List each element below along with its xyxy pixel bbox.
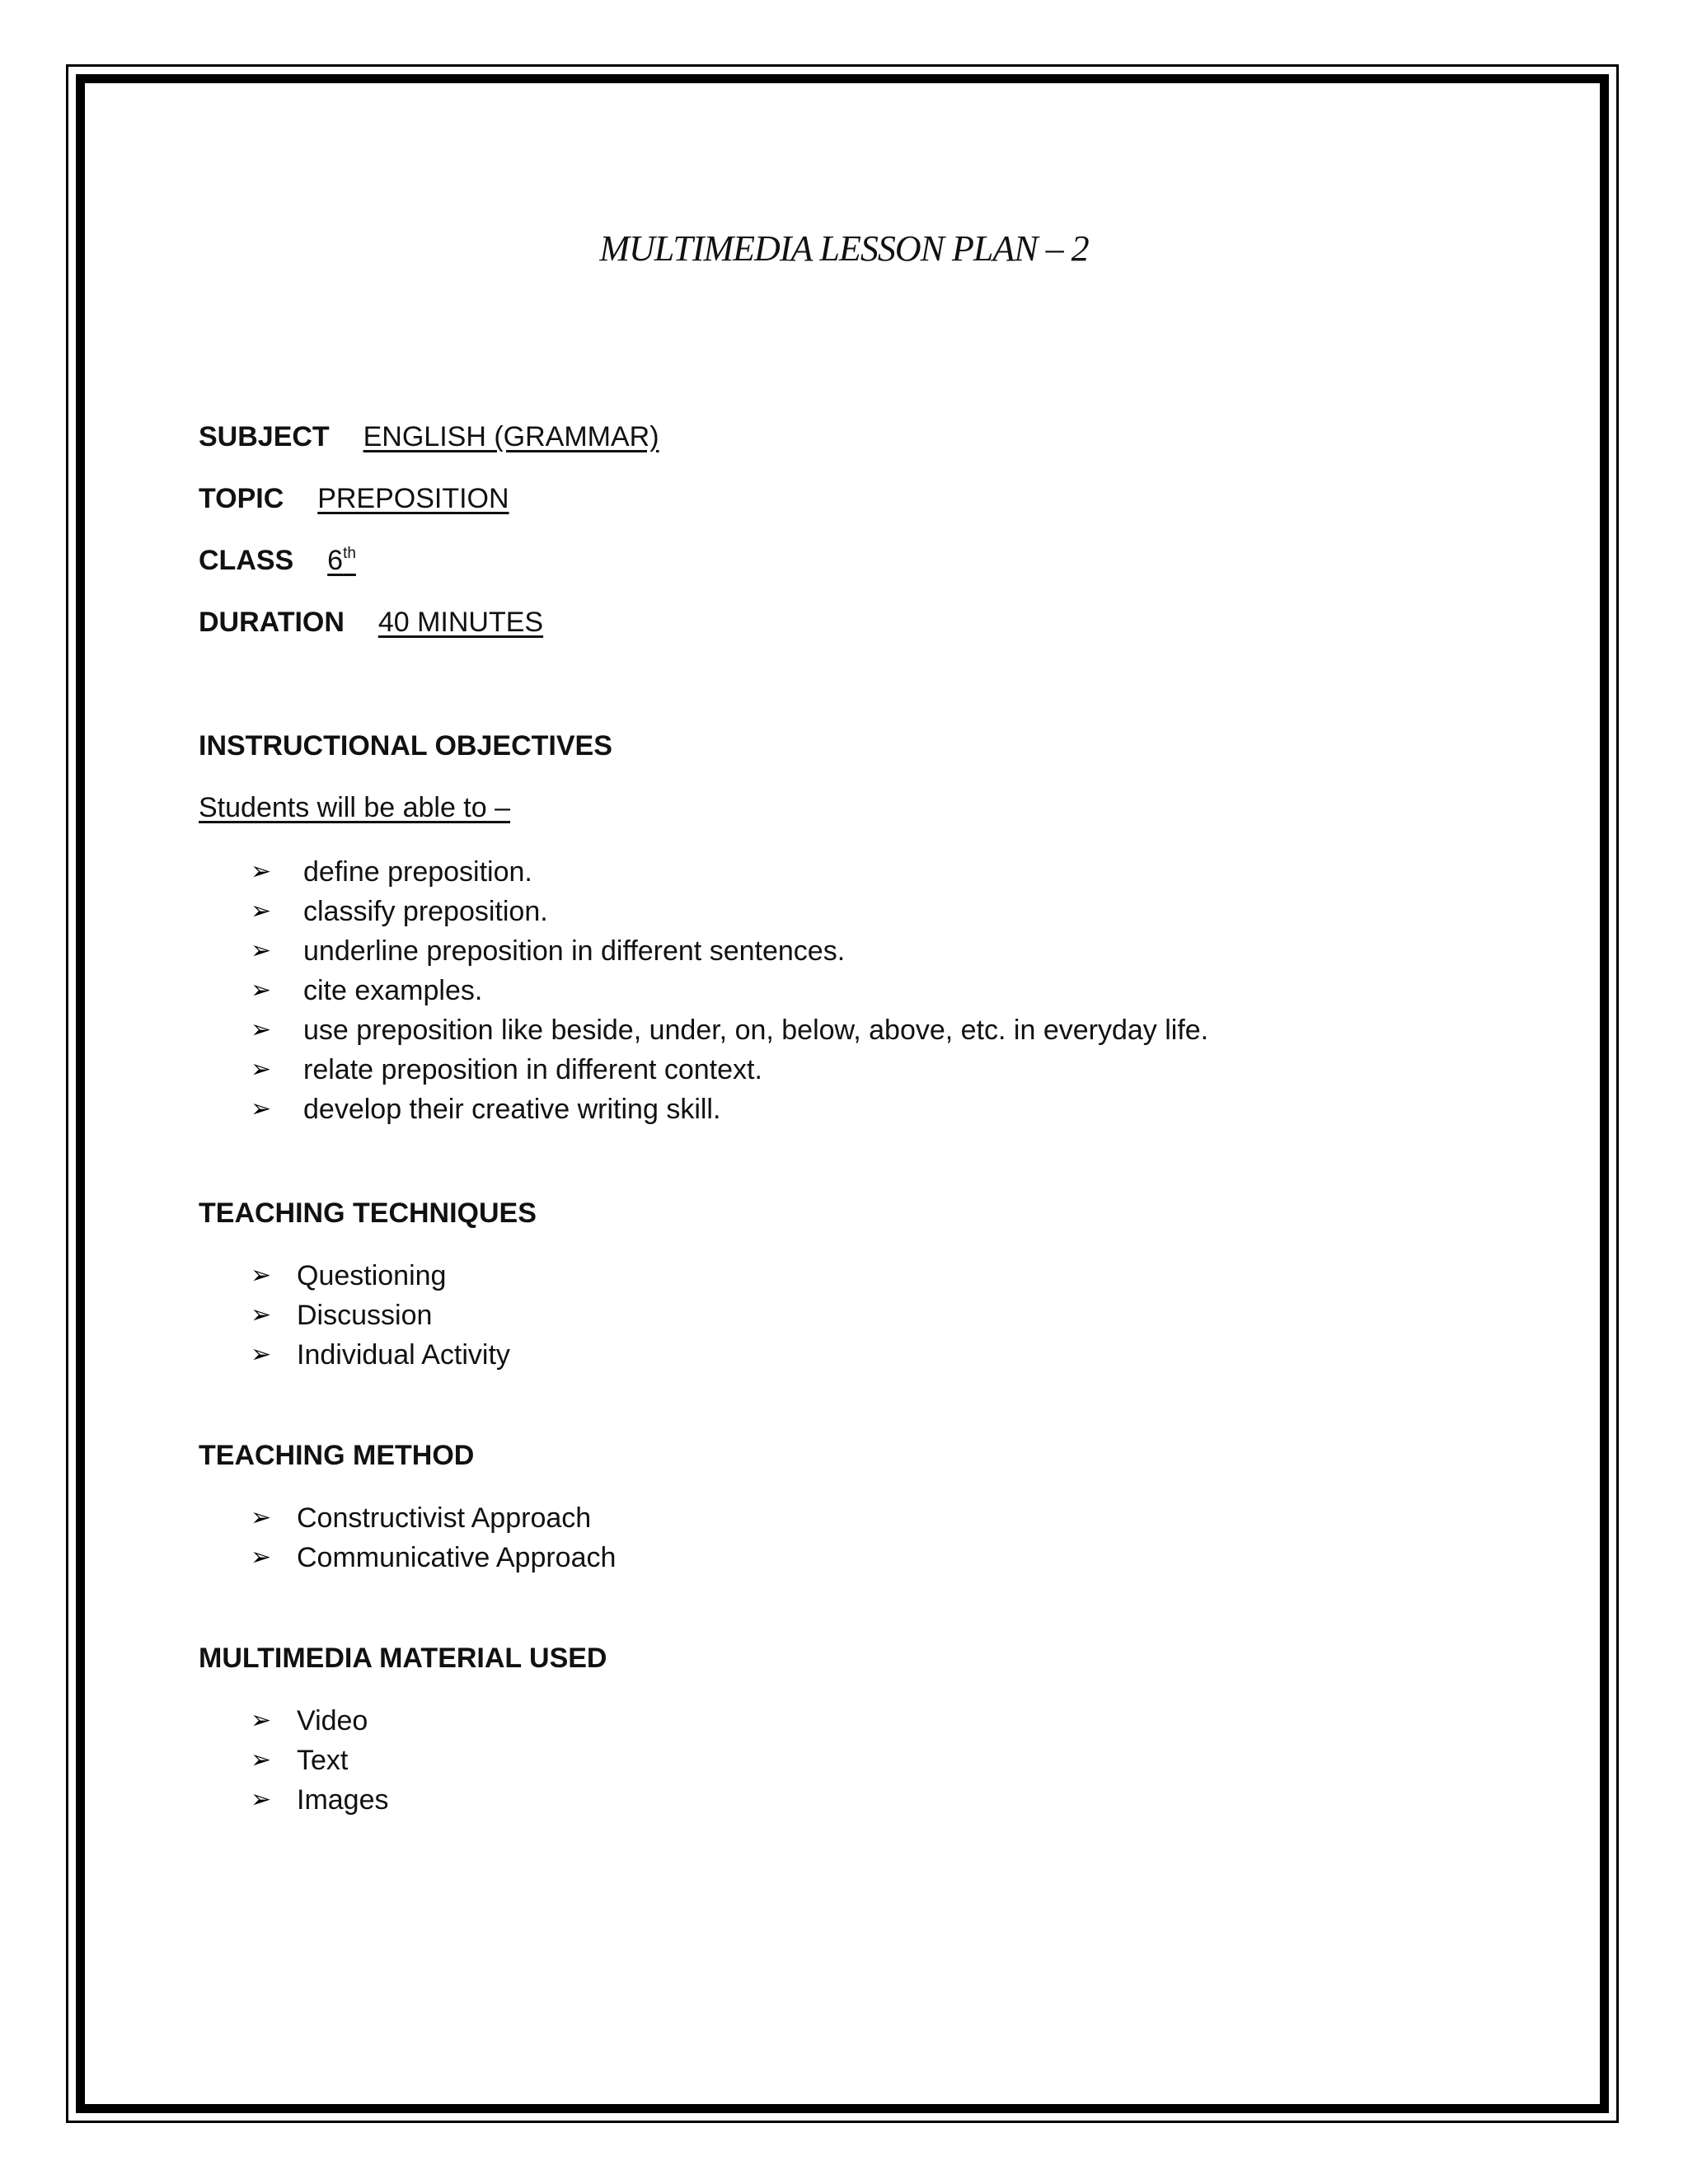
method-heading: TEACHING METHOD	[199, 1440, 475, 1471]
list-item: ➢ underline preposition in different sentences.	[251, 931, 1208, 971]
class-label: CLASS	[199, 545, 294, 576]
list-item: ➢ use preposition like beside, under, on, below, above, etc. in everyday life.	[251, 1010, 1208, 1050]
arrow-bullet-icon: ➢	[251, 1262, 272, 1289]
duration-label: DURATION	[199, 607, 345, 638]
arrow-bullet-icon: ➢	[251, 1016, 272, 1043]
list-item: ➢ classify preposition.	[251, 892, 1208, 931]
arrow-bullet-icon: ➢	[251, 1707, 272, 1734]
arrow-bullet-icon: ➢	[251, 1544, 272, 1571]
list-item: ➢ Video	[251, 1701, 389, 1741]
arrow-bullet-icon: ➢	[251, 1056, 272, 1083]
arrow-bullet-icon: ➢	[251, 1095, 272, 1122]
subject-label: SUBJECT	[199, 421, 330, 452]
arrow-bullet-icon: ➢	[251, 1786, 272, 1813]
objectives-list	[251, 852, 1208, 1129]
list-item: ➢ Text	[251, 1741, 389, 1780]
duration-row	[199, 606, 543, 639]
materials-list	[251, 1701, 389, 1820]
objectives-intro: Students will be able to –	[199, 792, 511, 823]
subject-row	[199, 420, 659, 453]
class-value	[327, 545, 356, 576]
arrow-bullet-icon: ➢	[251, 1504, 272, 1531]
topic-label: TOPIC	[199, 483, 284, 514]
list-item: ➢ Constructivist Approach	[251, 1498, 616, 1538]
subject-value: ENGLISH (GRAMMAR)	[363, 421, 659, 452]
list-item: ➢ develop their creative writing skill.	[251, 1090, 1208, 1129]
list-item: ➢ relate preposition in different context.	[251, 1050, 1208, 1090]
list-item: ➢ Communicative Approach	[251, 1538, 616, 1577]
topic-row	[199, 482, 509, 515]
duration-value: 40 MINUTES	[377, 607, 544, 638]
list-item: ➢ Questioning	[251, 1256, 510, 1296]
list-item: ➢ Discussion	[251, 1296, 510, 1335]
arrow-bullet-icon: ➢	[251, 898, 272, 925]
class-value-number: 6	[327, 545, 344, 576]
arrow-bullet-icon: ➢	[251, 977, 272, 1004]
list-item: ➢ define preposition.	[251, 852, 1208, 892]
page-title: MULTIMEDIA LESSON PLAN – 2	[599, 228, 1089, 269]
list-item: ➢ cite examples.	[251, 971, 1208, 1010]
arrow-bullet-icon: ➢	[251, 1341, 272, 1368]
arrow-bullet-icon: ➢	[251, 937, 272, 964]
objectives-heading: INSTRUCTIONAL OBJECTIVES	[199, 730, 612, 762]
class-row	[199, 544, 356, 577]
class-value-suffix: th	[343, 545, 356, 562]
arrow-bullet-icon: ➢	[251, 858, 272, 885]
arrow-bullet-icon: ➢	[251, 1301, 272, 1329]
topic-value: PREPOSITION	[317, 483, 509, 514]
list-item: ➢ Individual Activity	[251, 1335, 510, 1375]
materials-heading: MULTIMEDIA MATERIAL USED	[199, 1643, 607, 1674]
arrow-bullet-icon: ➢	[251, 1746, 272, 1774]
techniques-heading: TEACHING TECHNIQUES	[199, 1197, 537, 1229]
list-item: ➢ Images	[251, 1780, 389, 1820]
techniques-list	[251, 1256, 510, 1375]
method-list	[251, 1498, 616, 1577]
